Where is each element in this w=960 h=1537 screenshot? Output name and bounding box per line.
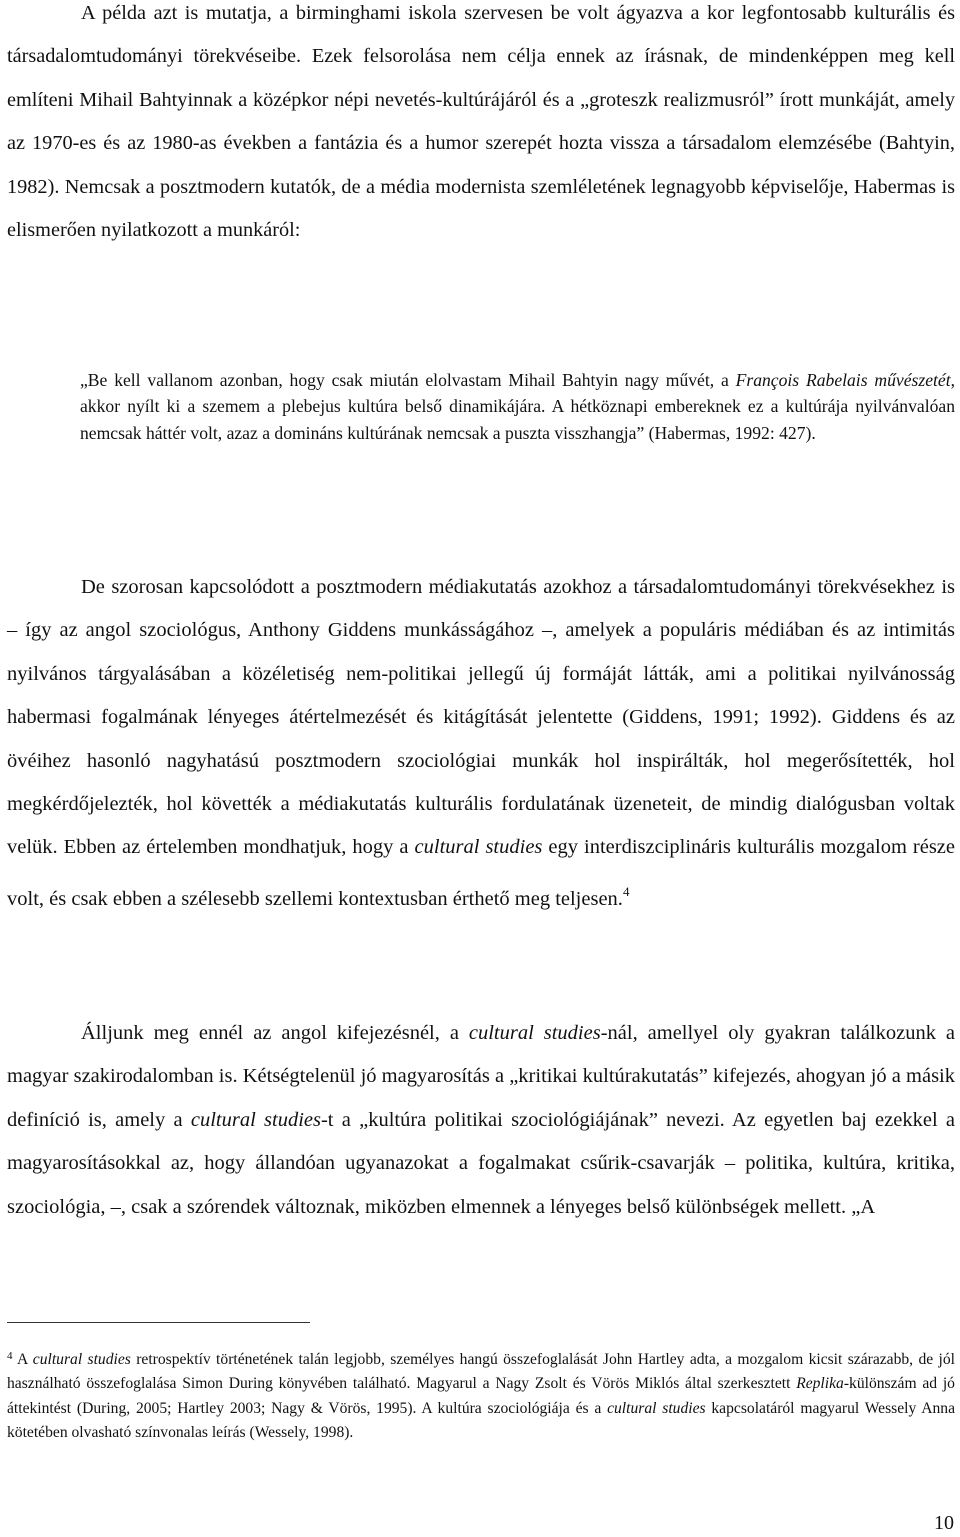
page-number: 10 <box>934 1512 954 1534</box>
p2-text-b: egy interdiszciplináris kulturális mozgalom része volt, és csak ebben a szélesebb szellemi kontextusban érthető meg teljesen. <box>7 836 955 910</box>
footnote-italic-1: cultural studies <box>32 1351 131 1368</box>
footnote-italic-3: cultural studies <box>607 1399 706 1417</box>
footnote-text-d: kapcsolatáról magyarul Wessely Anna kötetében olvasható színvonalas leírás (Wessely, 1998). <box>7 1399 956 1441</box>
body-paragraph-1: A példa azt is mutatja, a birminghami iskola szervesen be volt ágyazva a kor legfontosabb kulturális és társadalomtudományi törekvéseibe. Ezek felsorolása nem célja ennek az írásnak, de mindenképpen meg kell említeni Mihail Bahtyinnak a középkor népi nevetés-kultúrájáról és a „groteszk realizmusról” írott munkáját, amely az 1970-es és az 1980-as években a fantázia és a humor szerepét hozta vissza a társadalom elemzésébe (Bahtyin, 1982). Nemcsak a posztmodern kutatók, de a média modernista szemléletének legnagyobb képviselője, Habermas is elismerően nyilatkozott a munkáról: <box>7 2 955 242</box>
footnote-separator <box>7 1322 310 1323</box>
p3-italic-term-1: cultural studies <box>468 1022 601 1044</box>
footnote-reference[interactable]: 4 <box>622 883 630 899</box>
p3-text-c: -t a „kultúra politikai szociológiájának” nevezi. Az egyetlen baj ezekkel a magyarosításokkal az, hogy állandóan ugyanazokat a fogalmakat csűrik-csavarják – politika, kultúra, kritika, szociológia, –, csak a szórendek változnak, miközben elmennek a lényeges belső különbségek mellett. „A <box>7 1108 955 1218</box>
p3-italic-term-2: cultural studies <box>190 1108 321 1131</box>
p3-text-a: Álljunk meg ennél az angol kifejezésnél, a <box>81 1022 469 1044</box>
footnote <box>7 1344 955 1445</box>
body-paragraph-2 <box>7 566 955 921</box>
footnote-italic-2: Replika <box>796 1375 844 1393</box>
block-quote <box>80 367 955 446</box>
body-paragraph-3 <box>7 1012 955 1229</box>
footnote-text-a: A <box>12 1351 33 1368</box>
p3-text-b: -nál, amellyel oly gyakran találkozunk a magyar szakirodalomban is. Kétségtelenül jó magyarosítás a „kritikai kultúrakutatás” kifejezés, ahogyan jó a másik definíció is, amely a <box>7 1022 956 1131</box>
p2-italic-term: cultural studies <box>414 836 543 859</box>
footnote-number: 4 <box>7 1350 13 1362</box>
quote-text-b: , akkor nyílt ki a szemem a plebejus kultúra belső dinamikájára. A hétköznapi embereknek ez a kultúrája nyilvánvalóan nemcsak háttér volt, azaz a domináns kultúrának nemcsak a puszta visszhangja” (Habermas, 1992: 427). <box>80 370 955 443</box>
quote-italic-title: François Rabelais művészetét <box>735 370 951 390</box>
p2-text-a: De szorosan kapcsolódott a posztmodern médiakutatás azokhoz a társadalomtudományi törekvésekhez is – így az angol szociológus, Anthony Giddens munkásságához –, amelyek a populáris médiában és az intimitás nyilvános tárgyalásában a közéletiség nem-politikai jellegű új formáját látták, ami a politikai nyilvánosság habermasi fogalmának lényeges átértelmezését és kitágítását jelentette (Giddens, 1991; 1992). Giddens és az övéihez hasonló nagyhatású posztmodern szociológiai munkák hol inspirálták, hol megerősítették, hol megkérdőjelezték, hol követték a médiakutatás kulturális fordulatának üzeneteit, de mindig dialógusban voltak velük. Ebben az értelemben mondhatjuk, hogy a <box>7 576 955 859</box>
footnote-text-c: -különszám ad jó áttekintést (During, 2005; Hartley 2003; Nagy & Vörös, 1995). A kultúra szociológiája és a <box>7 1375 955 1417</box>
quote-text-a: „Be kell vallanom azonban, hogy csak miután elolvastam Mihail Bahtyin nagy művét, a <box>80 370 736 390</box>
footnote-text-b: retrospektív történetének talán legjobb, személyes hangú összefoglalását John Hartley adta, a mozgalom kicsit szárazabb, de jól használható összefoglalása Simon During könyvében található. Magyarul a Nagy Zsolt és Vörös Miklós által szerkesztett <box>7 1351 955 1393</box>
